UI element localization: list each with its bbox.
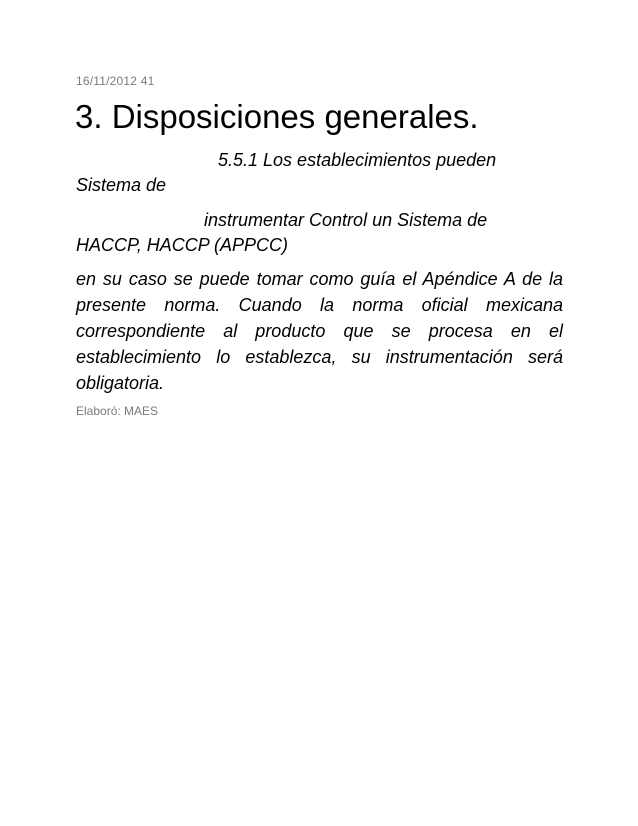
footer-author: Elaboró: MAES: [76, 404, 159, 418]
section-title: 3. Disposiciones generales.: [75, 98, 479, 135]
header-date-page: 16/11/2012 41: [76, 74, 155, 88]
text-line-4: HACCP, HACCP (APPCC): [76, 235, 289, 255]
text-line-3: instrumentar Control un Sistema de: [204, 210, 488, 230]
text-line-2: Sistema de: [76, 175, 167, 195]
text-line-1: 5.5.1 Los establecimientos pueden: [218, 150, 497, 170]
body-paragraph: en su caso se puede tomar como guía el Apéndice A de la presente norma. Cuando la norma oficial mexicana correspondiente al producto que se procesa en el establecimiento lo establezca, su instrumentación será obligatoria.: [76, 269, 563, 393]
